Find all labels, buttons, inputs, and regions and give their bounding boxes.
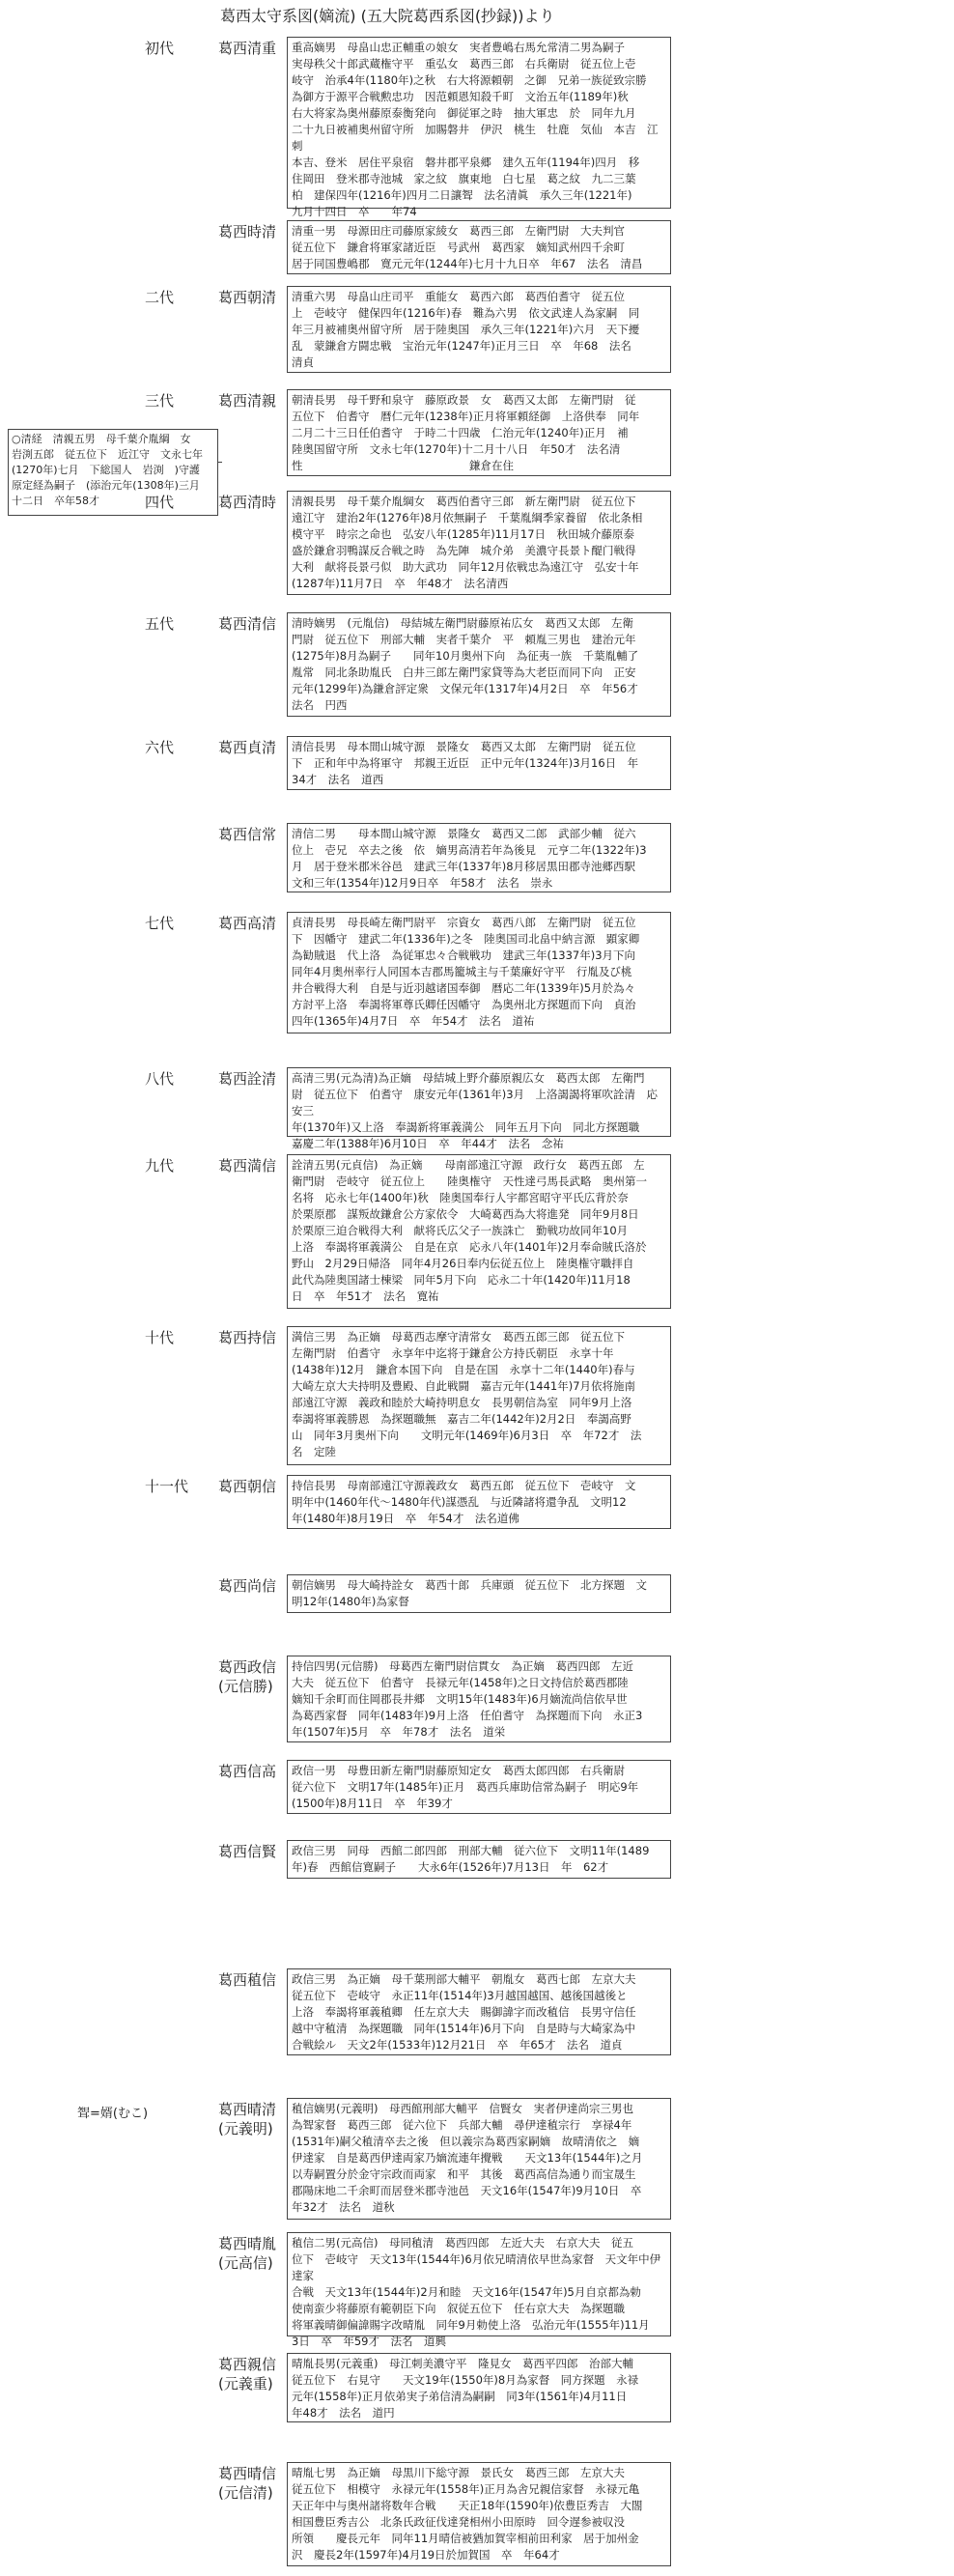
biography-box: 政信三男 同母 西館二郎四郎 刑部大輔 従六位下 文明11年(1489 年)春 西館信寛嗣子 大永6年(1526年)7月13日 年 62才	[287, 1840, 671, 1879]
generation-label: 六代	[145, 739, 175, 756]
generation-label: 五代	[145, 615, 175, 633]
biography-box: 政信一男 母豊田新左衛門尉藤原知定女 葛西太郎四郎 右兵衛尉 従六位下 文明17年(1485年)正月 葛西兵庫助信常為嗣子 明応9年 (1500年)8月11日 卒 年39才	[287, 1760, 671, 1814]
person-name: 葛西時清	[218, 223, 277, 241]
person-name: 葛西晴胤 (元高信)	[218, 2235, 277, 2272]
person-name: 葛西政信 (元信勝)	[218, 1658, 277, 1695]
person-name: 葛西晴信 (元信清)	[218, 2465, 277, 2502]
person-name: 葛西朝清	[218, 289, 277, 306]
biography-box: 晴胤七男 為正嫡 母黒川下総守源 景氏女 葛西三郎 左京大夫 従五位下 相模守 永禄元年(1558年)正月為舎兄親信家督 永禄元亀 天正年中与奥州諸将数年合戦 天正18年(1590年)依豊臣秀吉 大閤 相国豊臣秀吉公 北条氏政征伐達発相州小田原時 回令遅参被収没 所領 慶長元年 同年11月晴信被猶加賀宰相前田利家 居于加州金 沢 慶長2年(1597年)4月19日於加賀国 卒 年64才	[287, 2462, 671, 2566]
person-name: 葛西尚信	[218, 1577, 277, 1595]
generation-label: 八代	[145, 1070, 175, 1088]
person-name: 葛西清重	[218, 40, 277, 57]
biography-box: 清重一男 母源田庄司藤原家綾女 葛西三郎 左衛門尉 大夫判官 従五位下 鎌倉将軍家諸近臣 号武州 葛西家 嫡知武州四千余町 居于同国豊嶋郡 寛元元年(1244年)七月十九日卒 年67 法名 清昌	[287, 220, 671, 274]
generation-label: 十代	[145, 1329, 175, 1346]
biography-box: 清親長男 母千葉介胤綱女 葛西伯耆守三郎 新左衛門尉 従五位下 遠江守 建治2年(1276年)8月依無嗣子 千葉胤綱季家養留 依北条相 模守平 時宗之命也 弘安八年(1285年)11月17日 秋田城介藤原泰 盛於鎌倉羽鴨謀反合戦之時 為先陣 城介弟 美濃守長景ト醍门戦得 大利 献将長景弓似 助大武功 同年12月依戦忠為遠江守 弘安十年 (1287年)11月7日 卒 年48才 法名清西	[287, 491, 671, 595]
person-name: 葛西持信	[218, 1329, 277, 1346]
biography-box: 清信長男 母本間山城守源 景隆女 葛西又太郎 左衛門尉 従五位 下 正和年中為将軍守 邦親王近臣 正中元年(1324年)3月16日 年 34才 法名 道西	[287, 736, 671, 790]
side-note-kiyotsune: ○清経 清親五男 母千葉介胤綱 女 岩渕五郎 従五位下 近江守 文永七年 (1270年)七月 下総国人 岩渕 )守護 原定経為嗣子 (添治元年(1308年)三月 十二日 卒年58才	[8, 429, 218, 516]
generation-label: 四代	[145, 494, 175, 511]
biography-box: 晴胤長男(元義重) 母江刺美濃守平 隆見女 葛西平四郎 治部大輔 従五位下 右見守 天文19年(1550年)8月為家督 同方探題 永禄 元年(1558年)正月依弟実子弟信清為嗣嗣 同3年(1561年)4月11日 年48才 法名 道円	[287, 2353, 671, 2422]
biography-box: 政信三男 為正嫡 母千葉刑部大輔平 朝胤女 葛西七郎 左京大夫 従五位下 壱岐守 永正11年(1514年)3月越国越国、越後国越後と 上洛 奉謁将軍義稙卿 任左京大夫 賜御諱字而改稙信 長男守信任 越中守稙清 為探題職 同年(1514年)6月下向 自是時与大崎家為中 合戦絵ル 天文2年(1533年)12月21日 卒 年65才 法名 道貞	[287, 1968, 671, 2055]
adopt-note: 聟=婿(むこ)	[77, 2107, 149, 2121]
person-name: 葛西晴清 (元義明)	[218, 2101, 277, 2137]
biography-box: 清重六男 母畠山庄司平 重能女 葛西六郎 葛西伯耆守 従五位 上 壱岐守 健保四年(1216年)春 難為六男 依文武達人為家嗣 同 年三月被補奥州留守所 居于陸奥国 承久三年(1221年)六月 天下擾 乱 蒙鎌倉方闘忠戦 宝治元年(1247年)正月三日 卒 年68 法名 清貞	[287, 286, 671, 373]
biography-box: 重高嫡男 母畠山忠正輔重の娘女 実者豊嶋右馬允常清二男為嗣子 実母秩父十郎武蔵権守平 重弘女 葛西三郎 右兵衛尉 従五位上壱 岐守 治承4年(1180年)之秋 右大将源頼朝 之御 兄弟一族従致宗勝 為御方于源平合戦勲忠功 因范頼恩知殺千町 文治五年(1189年)秋 右大将家為奥州藤原泰衡発向 御従軍之時 抽大軍忠 於 同年九月 二十九日被補奥州留守所 加賜磐井 伊沢 桃生 牡鹿 気仙 本吉 江刺 本吉、登米 居住平泉宿 磐井郡平泉郷 建久五年(1194年)四月 移 住岡田 登米郡寺池城 家之紋 旗東地 白七星 葛之紋 九二三葉 柏 建保四年(1216年)四月二日讓聟 法名清眞 承久三年(1221年) 九月十四日 卒 年74	[287, 37, 671, 209]
generation-label: 三代	[145, 392, 175, 410]
biography-box: 持信四男(元信勝) 母葛西左衛門尉信貫女 為正嫡 葛西四郎 左近 大夫 従五位下 伯耆守 長禄元年(1458年)之日文持信於葛西郡陸 嫡知千余町而住岡郡長井郷 文明15年(1483年)6月嫡流尚信依早世 為葛西家督 同年(1483年)9月上洛 任伯耆守 為探題而下向 永正3 年(1507年)5月 卒 年78才 法名 道栄	[287, 1656, 671, 1742]
person-name: 葛西満信	[218, 1157, 277, 1175]
generation-label: 九代	[145, 1157, 175, 1175]
generation-label: 二代	[145, 289, 175, 306]
biography-box: 清信二男 母本間山城守源 景隆女 葛西又二郎 武部少輔 従六 位上 壱兄 卒去之後 依 嫡男高清若年為後見 元亨二年(1322年)3 月 居于登米郡米谷邑 建武三年(1337年)8月移居黒田郡寺池郷西駅 文和三年(1354年)12月9日卒 年58才 法名 崇永	[287, 823, 671, 892]
biography-box: 稙信嫡男(元義明) 母西館刑部大輔平 信賢女 実者伊達尚宗三男也 為聟家督 葛西三郎 従六位下 兵部大輔 尋伊達稙宗行 享禄4年 (1531年)嗣父稙清卒去之後 但以義宗為葛西家嗣嫡 故晴清依之 嫡 伊達家 自是葛西伊達両家乃嫡流連年攪戦 天文13年(1544年)之月 以寿嗣置分於金守宗政而両家 和平 其後 葛西高信為通り而宝晟生 郡陽床地二千余町而居登米郡寺池邑 天文16年(1547年)9月10日 卒 年32才 法名 道秋	[287, 2098, 671, 2220]
biography-box: 満信三男 為正嫡 母葛西志摩守清常女 葛西五郎三郎 従五位下 左衛門尉 伯耆守 永享年中迄将于鎌倉公方持氏朝臣 永享十年 (1438年)12月 鎌倉本国下向 自是在国 永享十二年(1440年)春与 大崎左京大夫持明及豊殿、自此戦闘 嘉吉元年(1441年)7月依将施南 部遠江守源 義政和睦於大崎持明息女 長男朝信為室 同年9月上洛 奉謁将軍義勝恩 為探題職無 嘉吉二年(1442年)2月2日 奉謁高野 山 同年3月奥州下向 文明元年(1469年)6月3日 卒 年72才 法 名 定陸	[287, 1326, 671, 1465]
person-name: 葛西貞清	[218, 739, 277, 756]
biography-box: 詮清五男(元貞信) 為正嫡 母南部遠江守源 政行女 葛西五郎 左 衛門尉 壱岐守 従五位上 陸奥権守 天性達弓馬長武略 奥州第一 名将 応永七年(1400年)秋 陸奥国奉行人宇都宮昭守平氏広背於奈 於栗原郡 謀叛故鎌倉公方家依令 大崎葛西為大将進発 同年9月8日 於栗原三迫合戦得大利 献将氏広父子一族誅亡 勤戦功故同年10月 上洛 奉謁将軍義満公 自是在京 応永八年(1401年)2月奉命賊氏洛於 野山 2月29日帰洛 同年4月26日奉内伝従五位上 陸奥権守職拝自 此代為陸奥国諸士棟梁 同年5月下向 応永二十年(1420年)11月18 日 卒 年51才 法名 寛祐	[287, 1154, 671, 1309]
generation-label: 初代	[145, 40, 175, 57]
person-name: 葛西高清	[218, 915, 277, 932]
person-name: 葛西信高	[218, 1763, 277, 1780]
biography-box: 貞清長男 母長崎左衛門尉平 宗資女 葛西八郎 左衛門尉 従五位 下 因幡守 建武二年(1336年)之冬 陸奥国司北畠中納言源 顕家卿 為勧賊退 代上洛 為従軍忠々合戦戦功 建武三年(1337年)3月下向 同年4月奥州率行人同国本吉郡馬籠城主与千葉廉好守平 行胤及び桃 井合戦得大利 自是与近羽越诸国奉御 暦応二年(1339年)5月於為々 方討平上洛 奉謁将軍尊氏卿任因幡守 為奥州北方探題而下向 貞治 四年(1365年)4月7日 卒 年54才 法名 道祐	[287, 912, 671, 1033]
person-name: 葛西信賢	[218, 1843, 277, 1860]
page-title: 葛西太守系図(嫡流) (五大院葛西系図(抄録))より	[220, 7, 555, 25]
generation-label: 十一代	[145, 1478, 189, 1495]
biography-box: 高清三男(元為清)為正嫡 母結城上野介藤原親広女 葛西太郎 左衛門 尉 従五位下 伯耆守 康安元年(1361年)3月 上洛謁謁将軍吹詮清 応安三 年(1370年)又上洛 奉謁新将軍義満公 同年五月下向 同北方探題職 嘉慶二年(1388年)6月10日 卒 年44才 法名 念祐	[287, 1067, 671, 1137]
person-name: 葛西清時	[218, 494, 277, 511]
biography-box: 朝清長男 母千野和泉守 藤原政景 女 葛西又太郎 左衛門尉 従 五位下 伯耆守 暦仁元年(1238年)正月将軍頼経御 上洛供奉 同年 二月二十三日任伯耆守 于時二十四歳 仁治元年(1240年)正月 補 陸奥国留守所 文永七年(1270年)十二月十八日 年50才 法名清 性 鎌倉在住	[287, 389, 671, 476]
person-name: 葛西清親	[218, 392, 277, 410]
generation-label: 七代	[145, 915, 175, 932]
person-name: 葛西清信	[218, 615, 277, 633]
person-name: 葛西信常	[218, 826, 277, 843]
biography-box: 清時嫡男 (元胤信) 母結城左衛門尉藤原祐広女 葛西又太郎 左衛 門尉 従五位下 刑部大輔 実者千葉介 平 頼胤三男也 建治元年 (1275年)8月為嗣子 同年10月奥州下向 為征夷一族 千葉胤輔了 胤常 同北条助胤氏 白井三郎左衛門家貸等為大老臣而同下向 正安 元年(1299年)為鎌倉評定衆 文保元年(1317年)4月2日 卒 年56才 法名 円西	[287, 612, 671, 717]
person-name: 葛西親信 (元義重)	[218, 2356, 277, 2392]
side-note-connector	[218, 462, 222, 463]
person-name: 葛西詮清	[218, 1070, 277, 1088]
biography-box: 稙信二男(元高信) 母同稙清 葛西四郎 左近大夫 右京大夫 従五 位下 壱岐守 天文13年(1544年)6月依兄晴清依早世為家督 天文年中伊達家 合戦 天文13年(1544年)2月和睦 天文16年(1547年)5月自京都為勅 使南蛮少将藤原有範朝臣下向 叙従五位下 任右京大夫 為探題職 将軍義晴御偏諱賜字改晴胤 同年9月勅使上洛 弘治元年(1555年)11月 3日 卒 年59才 法名 道興	[287, 2232, 671, 2336]
biography-box: 持信長男 母南部遠江守源義政女 葛西五郎 従五位下 壱岐守 文 明年中(1460年代〜1480年代)謀憑乱 与近隣諸将還争乱 文明12 年(1480年)8月19日 卒 年54才 法名道佛	[287, 1475, 671, 1529]
person-name: 葛西稙信	[218, 1971, 277, 1989]
person-name: 葛西朝信	[218, 1478, 277, 1495]
biography-box: 朝信嫡男 母大崎持詮女 葛西十郎 兵庫頭 従五位下 北方探題 文 明12年(1480年)為家督	[287, 1574, 671, 1613]
